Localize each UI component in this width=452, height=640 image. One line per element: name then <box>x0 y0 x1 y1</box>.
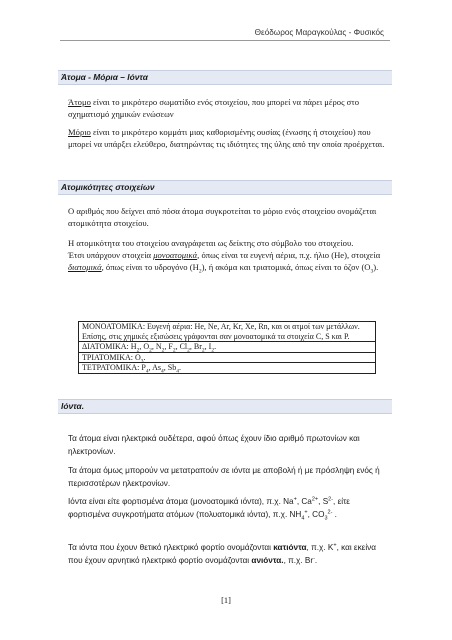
table-row <box>79 322 376 342</box>
section-heading-atomicity <box>58 180 392 195</box>
molecule-term: Μόριο <box>68 127 91 137</box>
atomicity-definition: Ο αριθμός που δείχνει από πόσα άτομα συγκροτείται το μόριο ενός στοιχείου ονομάζεται ατομικότητα στοιχείου. <box>68 206 377 228</box>
table-cell-diatomic: ΔΙΑΤΟΜΙΚΑ: $H_2$, $O_2$, $N_2$, $F_2$, $Cl_2$, $Br_2$, $I_2$. <box>79 342 376 353</box>
molecule-definition-text: είναι το μικρότερο κομμάτι μιας καθορισμένης ουσίας (ένωσης ή στοιχείου) που μπορεί να υπάρξει ελεύθερο, διατηρώντας τις ιδιότητες της ύλης από την οποία προέρχεται. <box>68 127 385 149</box>
section-heading-atoms-text: Άτομα - Μόρια – Ιόντα <box>61 72 148 82</box>
ions-charge-text: Τα ιόντα που έχουν θετικό ηλεκτρικό φορτίο ονομάζονται κατιόντα, π.χ. K+, και εκείνα που έχουν αρνητικό ηλεκτρικό φορτίο ονομάζονται ανιόντα., π.χ. Br-. <box>68 542 376 565</box>
section-heading-atomicity-text: Ατομικότητες στοιχείων <box>61 182 155 192</box>
page-number: [1] <box>221 596 231 605</box>
section-heading-atoms <box>58 70 392 85</box>
atomicity-examples: Η ατομικότητα του στοιχείου αναγράφεται ως δείκτης στο σύμβολο του στοιχείου. Έτσι υπάρχουν στοιχεία μονοατομικά, όπως είναι τα ευγενή αέρια, π.χ. ήλιο (He), στοιχεία διατομικά, όπως είναι το υδρογόνο $(H_2)$, ή ακόμα και τριατομικά, όπως είναι το όζον $(O_3)$. <box>68 237 388 273</box>
atom-term: Άτομο <box>68 97 91 107</box>
monoatomic-term: μονοατομικά <box>153 250 198 260</box>
section-heading-ions <box>58 399 392 414</box>
anions-term: ανιόντα. <box>251 556 284 565</box>
table-cell-triatomic: ΤΡΙΑΤΟΜΙΚΑ: $O_3$. <box>79 352 376 363</box>
table-row <box>79 363 376 374</box>
atom-definition-text: είναι το μικρότερο σωματίδιο ενός στοιχείου, που μπορεί να πάρει μέρος στο σχηματισμό χημικών ενώσεων <box>68 97 360 119</box>
page-header: Θεόδωρος Μαραγκούλας - Φυσικός <box>254 28 384 37</box>
atomicity-table <box>78 321 376 374</box>
ions-neutral-text: Τα άτομα είναι ηλεκτρικά ουδέτερα, αφού όπως έχουν ίδιο αριθμό πρωτονίων και ηλεκτρονίων. <box>68 434 360 456</box>
table-row <box>79 352 376 363</box>
ions-formation-text: Τα άτομα όμως μπορούν να μετατραπούν σε ιόντα με αποβολή ή με πρόσληψη ενός ή περισσοτέρων ηλεκτρονίων. <box>68 466 380 488</box>
header-divider <box>60 40 390 41</box>
table-cell-monoatomic: ΜΟΝΟΑΤΟΜΙΚΑ: Ευγενή αέρια: He, Ne, Ar, Kr, Xe, Rn, και οι ατμοί των μετάλλων. Επίσης, στις χημικές εξισώσεις γράφονται σαν μονοατομικά τα στοιχεία C, S και P. <box>79 322 376 342</box>
molecule-definition <box>68 126 388 150</box>
section-heading-ions-text: Ιόντα. <box>61 401 85 411</box>
atomicity-symbol-text: Η ατομικότητα του στοιχείου αναγράφεται ως δείκτης στο σύμβολο του στοιχείου. <box>68 238 354 248</box>
table-row <box>79 342 376 353</box>
table-cell-tetratomic: ΤΕΤΡΑΤΟΜΙΚΑ: $P_4$, $As_4$, $Sb_4$. <box>79 363 376 374</box>
cations-term: κατιόντα <box>273 543 307 552</box>
atom-definition <box>68 96 388 120</box>
diatomic-term: διατομικά <box>68 262 102 272</box>
ions-examples-text: Ιόντα είναι είτε φορτισμένα άτομα (μονοατομικά ιόντα), π.χ. Na+, $Ca^{2+}$, $S^{2-}$, είτε φορτισμένα συγκροτήματα ατόμων (πολυατομικά ιόντα), π.χ. $NH_4^+$, $CO_3^{2-}$ . <box>68 496 350 522</box>
